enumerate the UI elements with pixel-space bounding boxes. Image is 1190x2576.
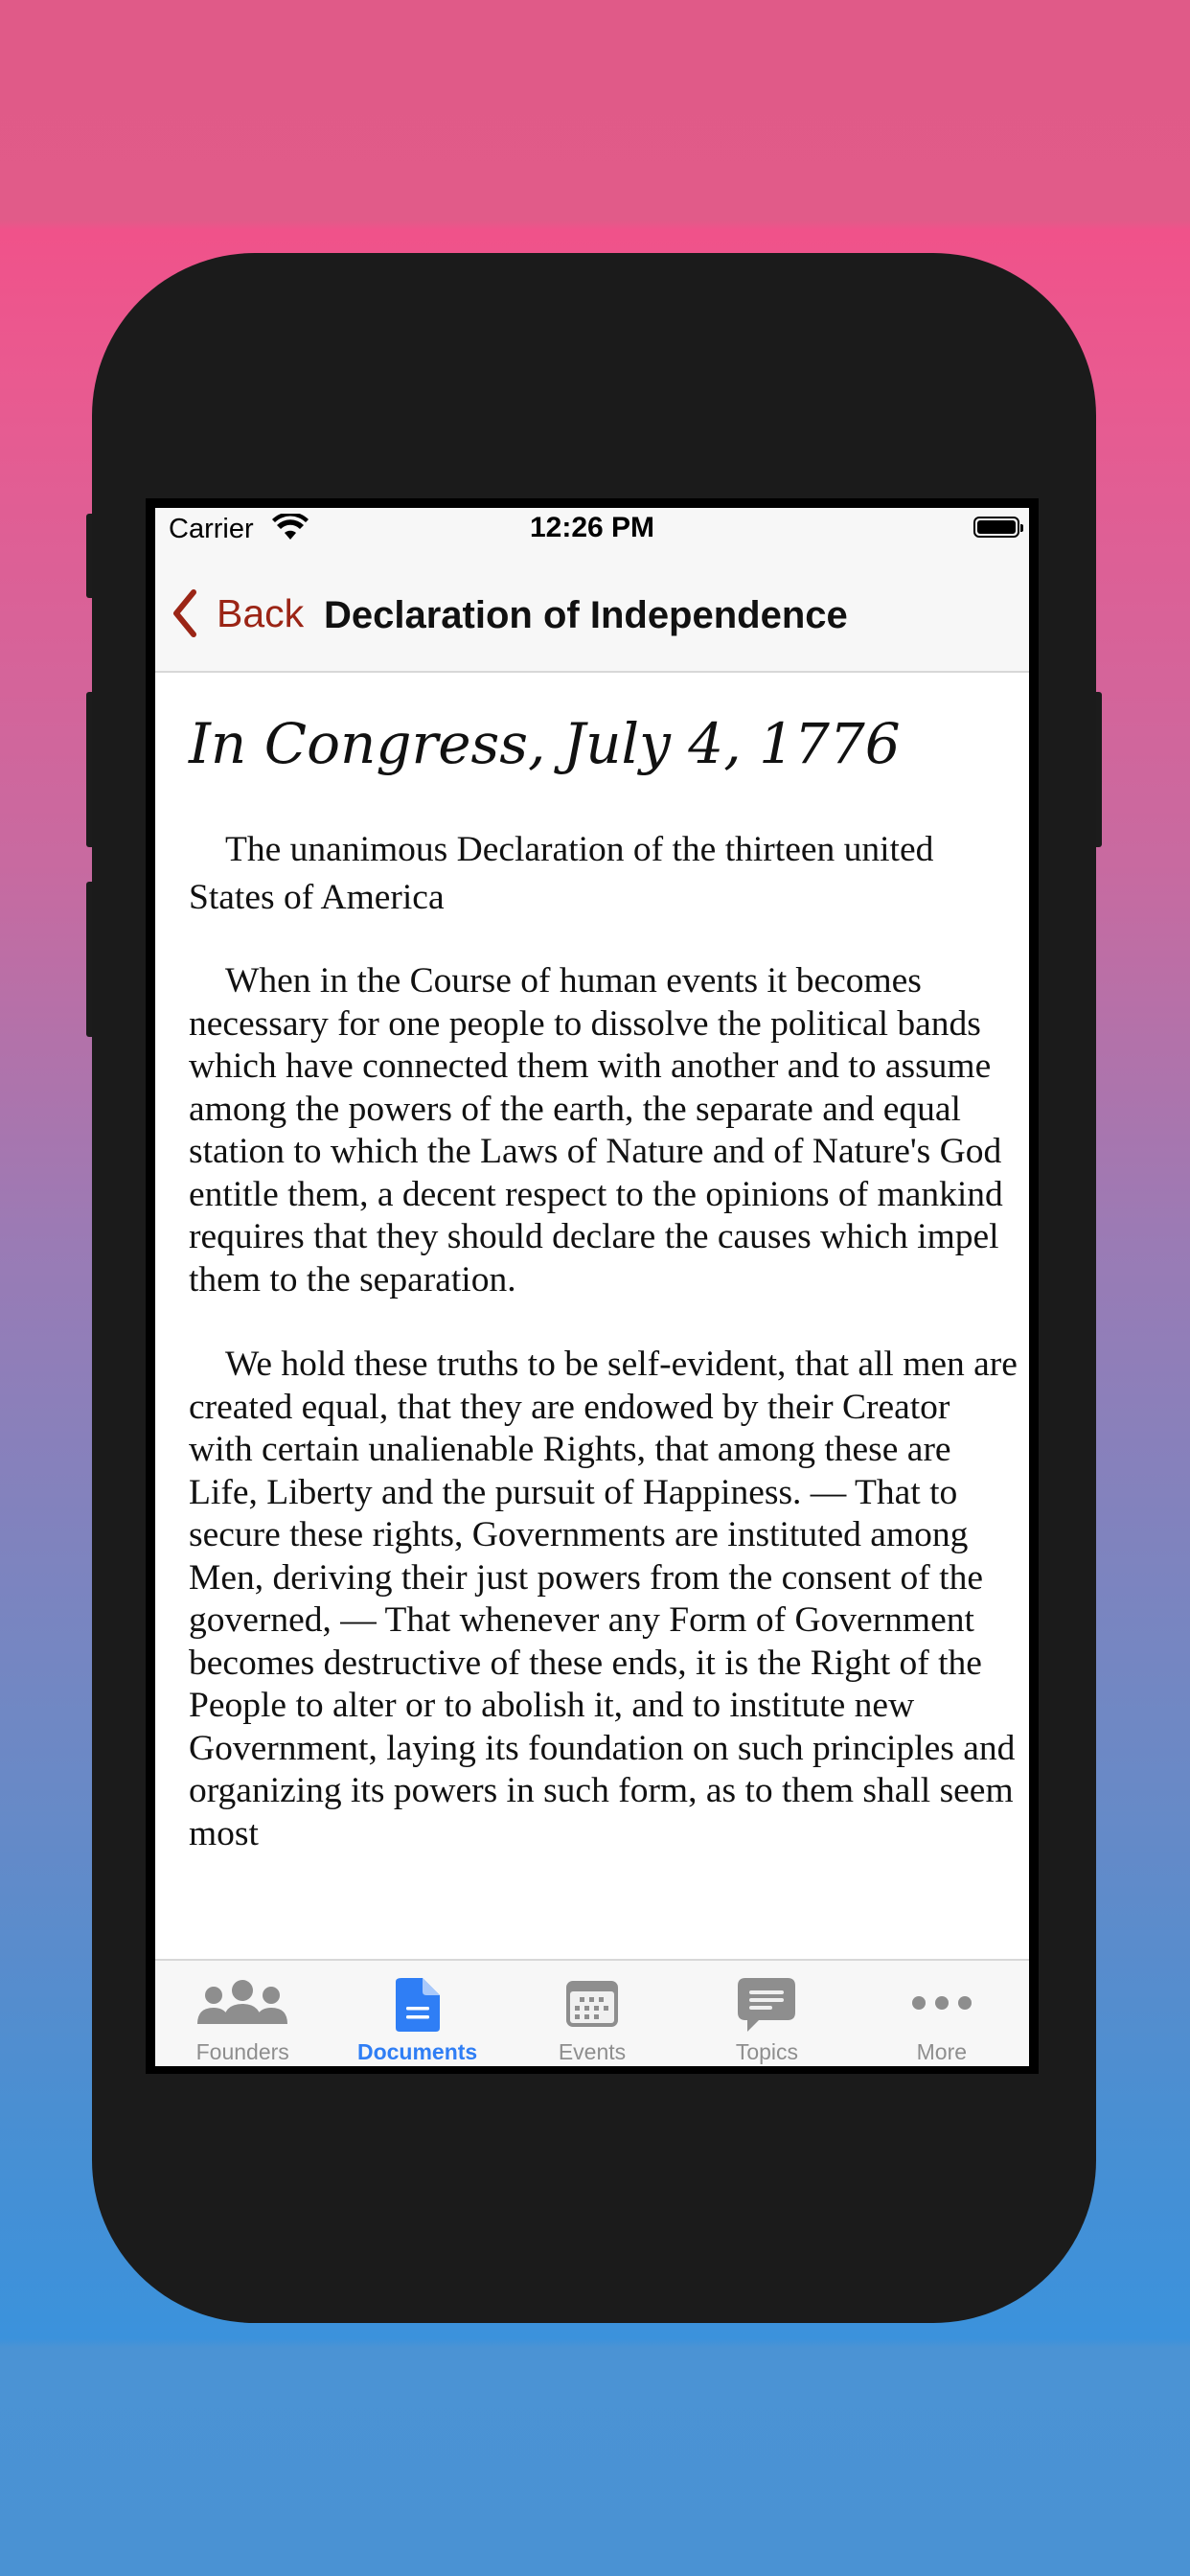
tab-label: Events	[558, 2039, 627, 2064]
tab-label: Documents	[356, 2039, 478, 2064]
tab-documents[interactable]	[330, 1961, 504, 2066]
document-body	[189, 826, 1022, 1898]
more-icon	[911, 1978, 973, 2028]
phone-screen	[146, 498, 1039, 2074]
app-window	[155, 508, 1029, 2066]
battery-icon	[973, 517, 1019, 538]
document-paragraph: When in the Course of human events it becomes necessary for one people to dissolve the political bands which have connected them with another and to assume among the powers of the earth, the separate and equal station to which the Laws of Nature and of Nature's God entitle them, a decent respect to the opinions of mankind requires that they should declare the causes which impel them to the separation.	[189, 961, 1003, 1300]
tab-topics[interactable]	[679, 1961, 854, 2066]
tab-events[interactable]	[505, 1961, 679, 2066]
back-label: Back	[217, 590, 305, 635]
document-icon	[396, 1978, 440, 2032]
document-paragraph: We hold these truths to be self-evident, that all men are created equal, that they are endowed by their Creator with certain unalienable Rights, that among these are Life, Liberty and the pursuit of Happiness. — That to secure these rights, Governments are instituted among Men, deriving their just powers from the consent of the governed, — That whenever any Form of Government becomes destructive of these ends, it is the Right of the People to alter or to abolish it, and to institute new Government, laying its foundation on such principles and organizing its powers in such form, as to them shall seem most	[189, 1345, 1018, 1853]
speech-bubble-icon	[738, 1978, 795, 2032]
status-bar	[155, 508, 1029, 552]
tab-label: Founders	[195, 2039, 289, 2064]
document-heading: In Congress, July 4, 1776	[189, 711, 901, 776]
back-button[interactable]	[171, 585, 304, 642]
document-scroll-view[interactable]	[155, 673, 1029, 1898]
tab-more[interactable]	[855, 1961, 1029, 2066]
page-title: Declaration of Independence	[324, 594, 848, 636]
calendar-icon	[565, 1978, 619, 2028]
chevron-left-icon	[171, 588, 199, 638]
carrier-label: Carrier	[169, 514, 254, 544]
tab-label: Topics	[735, 2039, 799, 2064]
document-subtitle: The unanimous Declaration of the thirteen united States of America	[189, 830, 934, 917]
status-time: 12:26 PM	[529, 512, 655, 543]
navigation-bar	[155, 552, 1029, 673]
tab-founders[interactable]	[155, 1961, 330, 2066]
tab-label: More	[916, 2039, 968, 2064]
tab-bar	[155, 1959, 1029, 2066]
people-icon	[195, 1978, 290, 2028]
